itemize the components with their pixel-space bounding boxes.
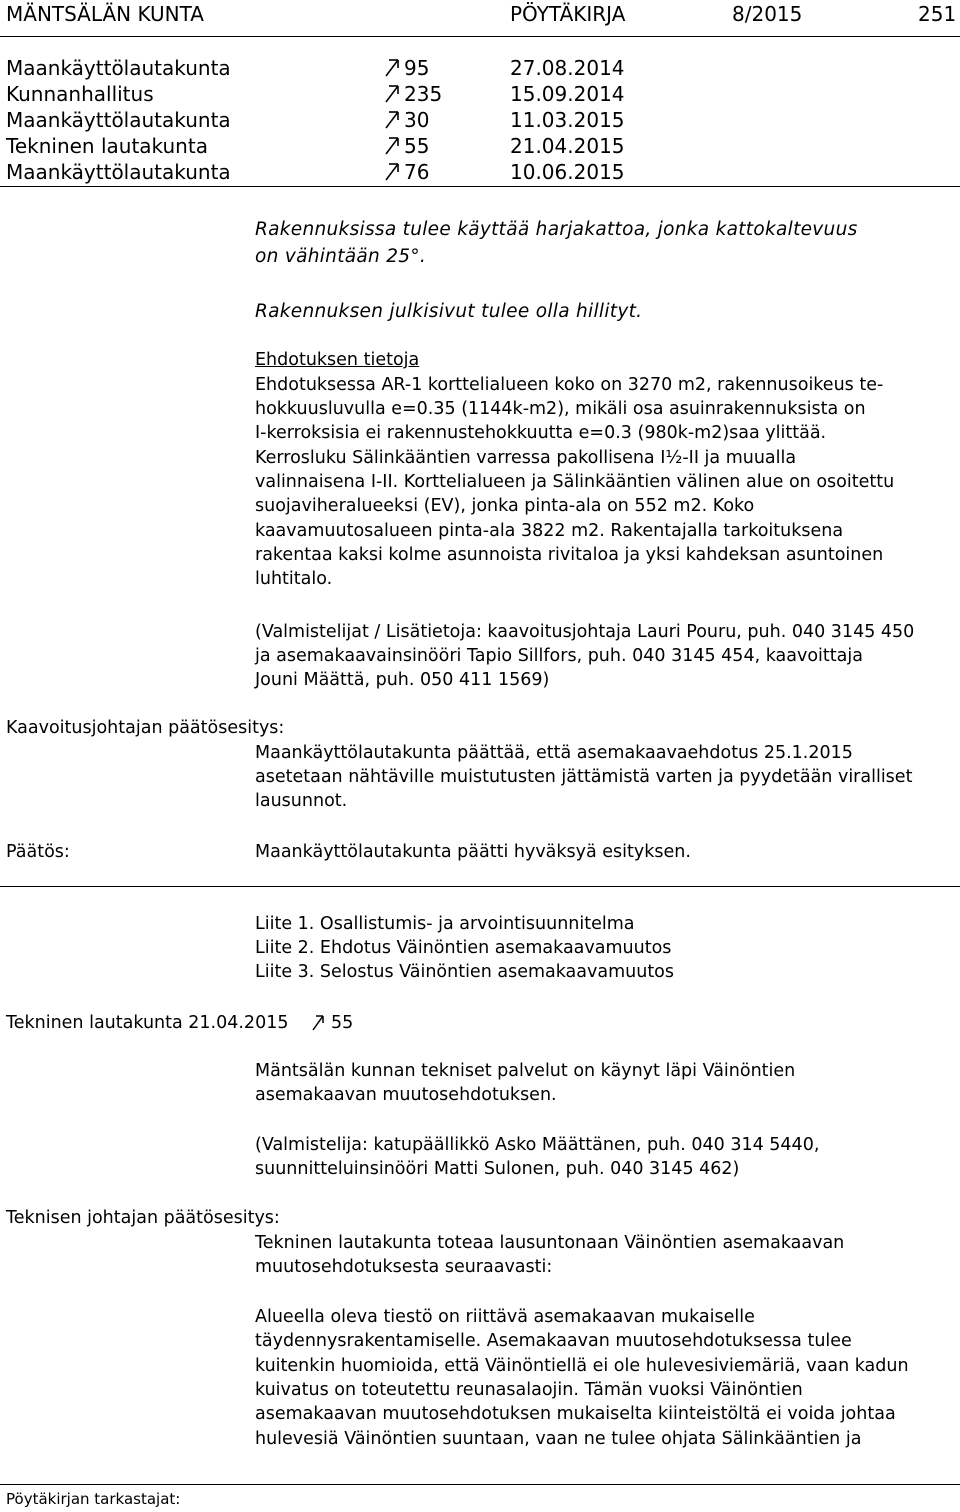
text-line: lausunnot. (255, 791, 348, 811)
proposal-heading: Ehdotuksen tietoja (255, 350, 420, 370)
header-divider (0, 36, 960, 37)
tech-proposal-label: Teknisen johtajan päätösesitys: (6, 1208, 280, 1228)
history-section: 30 (404, 108, 430, 132)
text-line: kuitenkin huomioida, että Väinöntiellä ei ole hulevesiviemäriä, vaan kadun (255, 1356, 909, 1376)
text-line: hokkuusluvulla e=0.35 (1144k-m2), mikäli osa asuinrakennuksista on (255, 399, 866, 419)
history-body: Maankäyttölautakunta (6, 160, 231, 184)
tech-board-label: Tekninen lautakunta 21.04.2015 (6, 1013, 289, 1033)
text-line: luhtitalo. (255, 569, 333, 589)
text-line: Ehdotuksessa AR-1 korttelialueen koko on 3270 m2, rakennusoikeus te- (255, 375, 884, 395)
decision-label: Päätös: (6, 842, 70, 862)
text-line: kaavamuutosalueen pinta-ala 3822 m2. Rakentajalla tarkoituksena (255, 521, 844, 541)
history-date: 11.03.2015 (510, 108, 625, 132)
history-body: Maankäyttölautakunta (6, 56, 231, 80)
arrow-icon (384, 110, 400, 130)
history-section: 55 (404, 134, 430, 158)
text-line: Kerrosluku Sälinkääntien varressa pakollisena I½-II ja muualla (255, 448, 797, 468)
text-line: Tekninen lautakunta toteaa lausuntonaan Väinöntien asemakaavan (255, 1233, 845, 1253)
page-number: 251 (918, 2, 957, 26)
text-line: (Valmistelija: katupäällikkö Asko Määttänen, puh. 040 314 5440, (255, 1135, 820, 1155)
history-body: Maankäyttölautakunta (6, 108, 231, 132)
text-line: Mäntsälän kunnan tekniset palvelut on käynyt läpi Väinöntien (255, 1061, 796, 1081)
text-line: asetetaan nähtäville muistutusten jättämistä varten ja pyydetään viralliset (255, 767, 913, 787)
decision-text: Maankäyttölautakunta päätti hyväksyä esityksen. (255, 842, 691, 862)
facade-requirement: Rakennuksen julkisivut tulee olla hillityt. (255, 301, 643, 322)
text-line: Alueella oleva tiestö on riittävä asemakaavan mukaiselle (255, 1307, 755, 1327)
history-section: 76 (404, 160, 430, 184)
arrow-icon (384, 58, 400, 78)
arrow-icon (384, 162, 400, 182)
history-date: 10.06.2015 (510, 160, 625, 184)
minutes-checkers-label: Pöytäkirjan tarkastajat: (6, 1490, 181, 1508)
text-line: suunnitteluinsinööri Matti Sulonen, puh. 040 3145 462) (255, 1159, 740, 1179)
text-line: kuivatus on toteutettu reunasalaojin. Tämän vuoksi Väinöntien (255, 1380, 803, 1400)
text-line: valinnaisena I-II. Korttelialueen ja Sälinkääntien välinen alue on osoitettu (255, 472, 895, 492)
attachment-item: Liite 1. Osallistumis- ja arvointisuunnitelma (255, 914, 635, 934)
text-line: asemakaavan muutosehdotuksen. (255, 1085, 557, 1105)
history-date: 15.09.2014 (510, 82, 625, 106)
history-body: Kunnanhallitus (6, 82, 154, 106)
text-line: suojaviheralueeksi (EV), jonka pinta-ala on 552 m2. Koko (255, 496, 755, 516)
text-line: Maankäyttölautakunta päättää, että asemakaavaehdotus 25.1.2015 (255, 743, 853, 763)
text-line: (Valmistelijat / Lisätietoja: kaavoitusjohtaja Lauri Pouru, puh. 040 3145 450 (255, 622, 915, 642)
text-line: rakentaa kaksi kolme asunnoista rivitaloa ja yksi kahdeksan asuntoinen (255, 545, 884, 565)
text-line: I-kerroksisia ei rakennustehokkuutta e=0.3 (980k-m2)saa ylittää. (255, 423, 827, 443)
history-body: Tekninen lautakunta (6, 134, 208, 158)
text-line: Jouni Määttä, puh. 050 411 1569) (255, 670, 550, 690)
text-line: asemakaavan muutosehdotuksen mukaiselta kiinteistöltä ei voida johtaa (255, 1404, 896, 1424)
history-section: 95 (404, 56, 430, 80)
document-number: 8/2015 (732, 2, 803, 26)
attachment-item: Liite 2. Ehdotus Väinöntien asemakaavamuutos (255, 938, 672, 958)
attachment-item: Liite 3. Selostus Väinöntien asemakaavamuutos (255, 962, 675, 982)
document-type: PÖYTÄKIRJA (510, 2, 626, 26)
text-line: ja asemakaavainsinööri Tapio Sillfors, puh. 040 3145 454, kaavoittaja (255, 646, 863, 666)
text-line: hulevesiä Väinöntien suuntaan, vaan ne tulee ohjata Sälinkääntien ja (255, 1429, 862, 1449)
arrow-icon (384, 84, 400, 104)
history-section: 235 (404, 82, 443, 106)
arrow-icon (311, 1014, 325, 1032)
footer-divider (0, 1484, 960, 1485)
roof-requirement-line: Rakennuksissa tulee käyttää harjakattoa, jonka kattokaltevuus (255, 219, 858, 240)
text-line: muutosehdotuksesta seuraavasti: (255, 1257, 553, 1277)
history-date: 27.08.2014 (510, 56, 625, 80)
arrow-icon (384, 136, 400, 156)
history-divider (0, 186, 960, 187)
municipality-name: MÄNTSÄLÄN KUNTA (6, 2, 204, 26)
section-divider (0, 886, 960, 887)
tech-board-section: 55 (331, 1013, 354, 1033)
text-line: täydennysrakentamiselle. Asemakaavan muutosehdotuksessa tulee (255, 1331, 852, 1351)
history-date: 21.04.2015 (510, 134, 625, 158)
roof-requirement-line: on vähintään 25°. (255, 246, 427, 267)
planning-proposal-label: Kaavoitusjohtajan päätösesitys: (6, 718, 285, 738)
